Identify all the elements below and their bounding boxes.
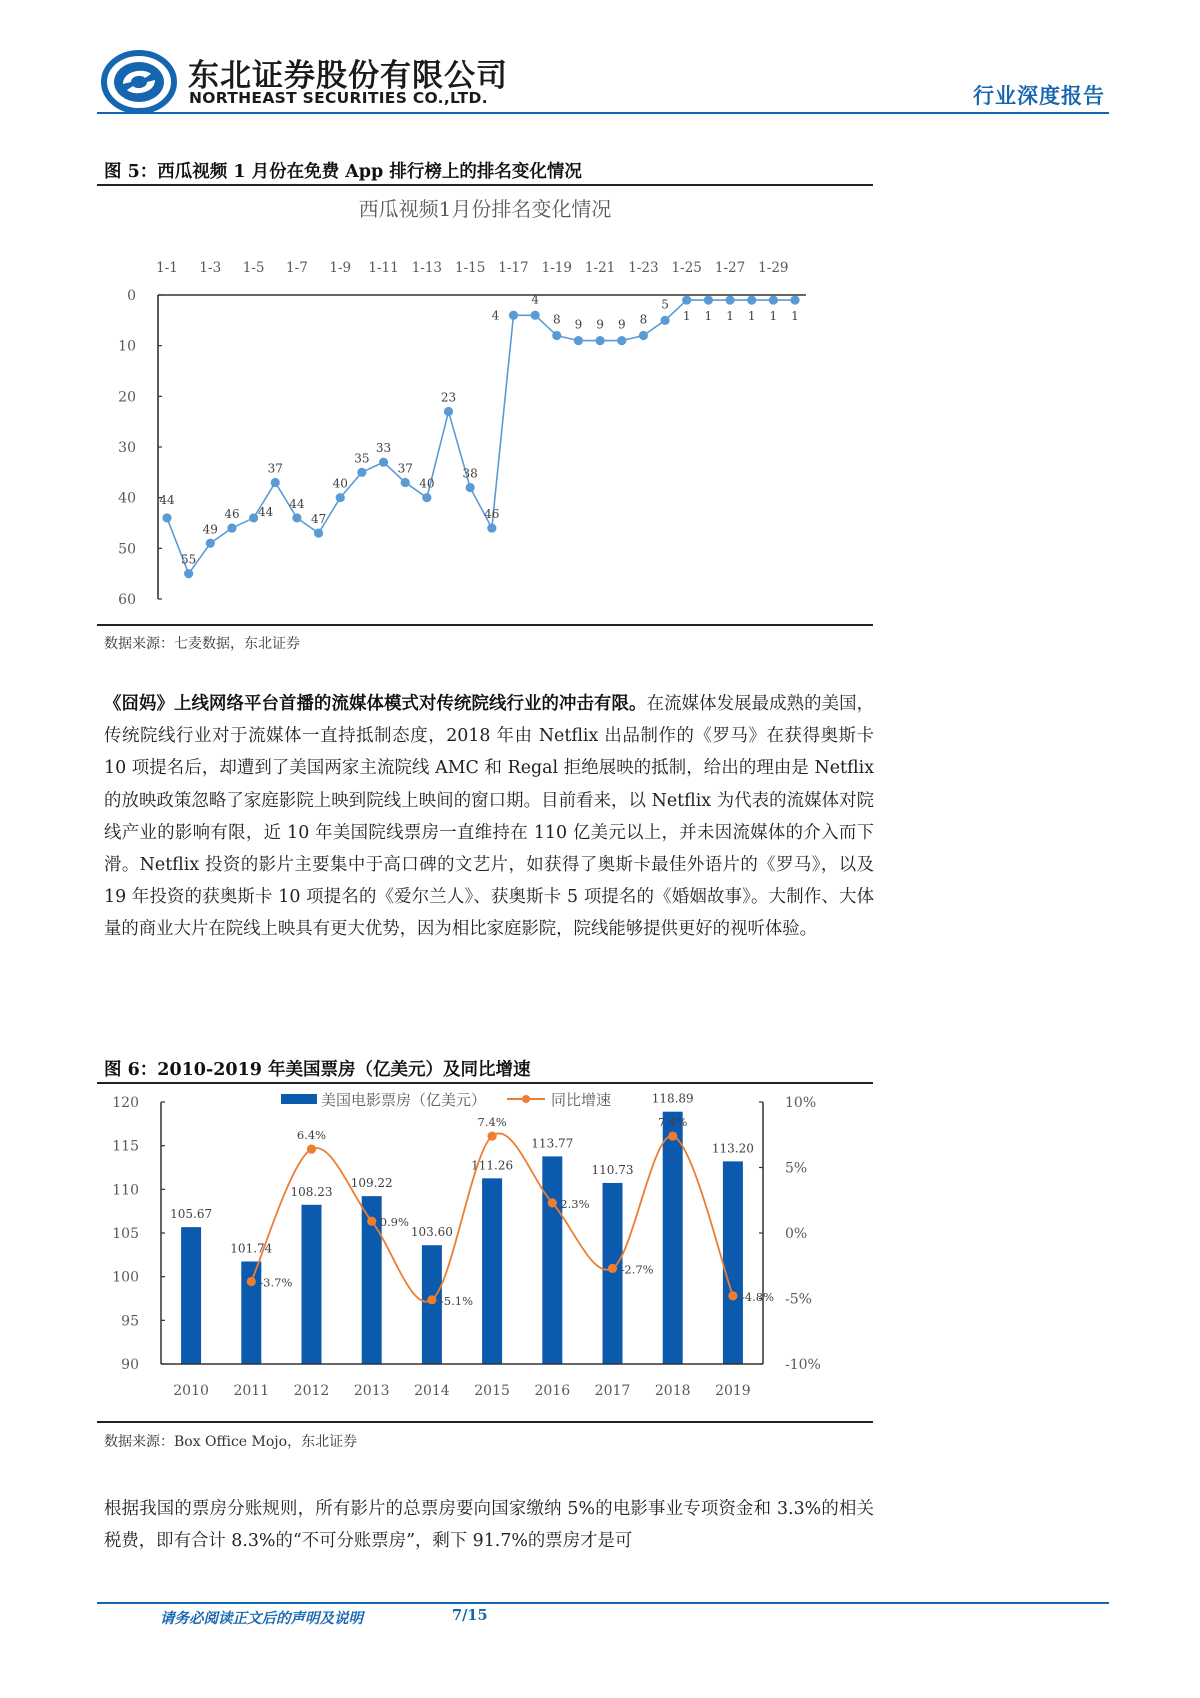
svg-text:2019: 2019 bbox=[715, 1383, 751, 1399]
svg-text:1-5: 1-5 bbox=[242, 260, 265, 276]
svg-text:113.20: 113.20 bbox=[711, 1141, 754, 1156]
svg-text:1: 1 bbox=[682, 309, 691, 324]
svg-text:40: 40 bbox=[118, 490, 136, 507]
svg-text:-4.8%: -4.8% bbox=[740, 1289, 775, 1304]
svg-text:-5.1%: -5.1% bbox=[439, 1293, 474, 1308]
svg-text:1: 1 bbox=[726, 309, 734, 324]
svg-text:2018: 2018 bbox=[654, 1383, 691, 1399]
svg-text:1-13: 1-13 bbox=[411, 260, 443, 276]
svg-text:60: 60 bbox=[118, 592, 136, 608]
figure5-chart bbox=[97, 186, 873, 622]
svg-text:23: 23 bbox=[440, 390, 457, 405]
svg-text:46: 46 bbox=[484, 507, 500, 522]
body-paragraph-1 bbox=[104, 688, 874, 946]
svg-text:95: 95 bbox=[121, 1313, 139, 1330]
svg-text:101.74: 101.74 bbox=[230, 1241, 273, 1256]
svg-text:111.26: 111.26 bbox=[471, 1158, 514, 1173]
svg-text:40: 40 bbox=[419, 476, 435, 491]
svg-text:1-25: 1-25 bbox=[671, 260, 702, 276]
svg-text:0: 0 bbox=[127, 288, 136, 304]
figure6-caption: 图 6：2010-2019 年美国票房（亿美元）及同比增速 bbox=[104, 1060, 531, 1080]
svg-text:1: 1 bbox=[747, 309, 756, 324]
figure6-bottom-rule bbox=[97, 1421, 873, 1423]
svg-text:1: 1 bbox=[769, 309, 778, 324]
svg-text:50: 50 bbox=[118, 541, 136, 558]
svg-text:1-7: 1-7 bbox=[286, 260, 308, 276]
footer-divider bbox=[97, 1602, 1109, 1604]
svg-text:9: 9 bbox=[574, 317, 583, 332]
svg-text:46: 46 bbox=[224, 507, 240, 522]
company-name-en: NORTHEAST SECURITIES CO.,LTD. bbox=[189, 89, 488, 107]
svg-text:0%: 0% bbox=[785, 1226, 808, 1242]
paragraph-body: 在流媒体发展最成熟的美国，传统院线行业对于流媒体一直持抵制态度，2018 年由 Netflix 出品制作的《罗马》在获得奥斯卡 10 项提名后，却遭到了美国两家主流院线 AMC 和 Regal 拒绝展映的抵制，给出的理由是 Netflix 的放映政策忽略了家庭影院上映到院线上映间的窗口期。目前看来，以 Netflix 为代表的流媒体对院线产业的影响有限，近 10 年美国院线票房一直维持在 110 亿美元以上，并未因流媒体的介入而下滑。Netflix 投资的影片主要集中于高口碑的文艺片，如获得了奥斯卡最佳外语片的《罗马》，以及 19 年投资的获奥斯卡 10 项提名的《爱尔兰人》、获奥斯卡 5 项提名的《婚姻故事》。大制作、大体量的商业大片在院线上映具有更大优势，因为相比家庭影院，院线能够提供更好的视听体验。 bbox=[104, 694, 874, 940]
page-number: 7/15 bbox=[452, 1607, 488, 1624]
svg-text:30: 30 bbox=[118, 440, 136, 456]
svg-text:2013: 2013 bbox=[353, 1383, 390, 1399]
svg-text:-10%: -10% bbox=[785, 1357, 821, 1373]
svg-text:10%: 10% bbox=[785, 1095, 817, 1111]
svg-text:110.73: 110.73 bbox=[591, 1162, 634, 1177]
svg-text:2015: 2015 bbox=[474, 1383, 510, 1399]
svg-text:105: 105 bbox=[112, 1226, 139, 1242]
svg-text:4: 4 bbox=[531, 292, 539, 307]
svg-text:2012: 2012 bbox=[293, 1383, 330, 1399]
svg-text:-2.7%: -2.7% bbox=[620, 1262, 654, 1277]
svg-text:1: 1 bbox=[791, 309, 799, 324]
svg-text:108.23: 108.23 bbox=[290, 1184, 333, 1199]
svg-text:5%: 5% bbox=[785, 1160, 808, 1177]
svg-text:-5%: -5% bbox=[785, 1291, 812, 1308]
svg-text:-3.7%: -3.7% bbox=[259, 1275, 293, 1290]
figure5-bottom-rule bbox=[97, 624, 873, 626]
svg-text:8: 8 bbox=[552, 312, 561, 327]
svg-text:7.4%: 7.4% bbox=[658, 1115, 688, 1130]
svg-text:105.67: 105.67 bbox=[170, 1207, 213, 1222]
svg-text:33: 33 bbox=[375, 441, 392, 456]
svg-text:9: 9 bbox=[596, 317, 604, 332]
figure6-source: 数据来源：Box Office Mojo，东北证券 bbox=[104, 1434, 358, 1450]
svg-text:2011: 2011 bbox=[233, 1383, 270, 1399]
svg-text:1-11: 1-11 bbox=[368, 260, 399, 276]
figure5-caption: 图 5：西瓜视频 1 月份在免费 App 排行榜上的排名变化情况 bbox=[104, 162, 582, 182]
svg-text:110: 110 bbox=[112, 1182, 139, 1199]
svg-text:55: 55 bbox=[181, 552, 197, 567]
svg-text:1-1: 1-1 bbox=[156, 260, 178, 276]
svg-text:37: 37 bbox=[267, 461, 283, 476]
svg-text:2017: 2017 bbox=[594, 1383, 631, 1399]
svg-text:44: 44 bbox=[289, 496, 305, 511]
svg-text:1-15: 1-15 bbox=[455, 260, 486, 276]
svg-text:1-21: 1-21 bbox=[584, 260, 616, 276]
svg-text:35: 35 bbox=[354, 451, 370, 466]
svg-text:美国电影票房（亿美元）: 美国电影票房（亿美元） bbox=[321, 1091, 487, 1109]
svg-text:120: 120 bbox=[112, 1095, 139, 1111]
svg-text:109.22: 109.22 bbox=[350, 1176, 393, 1191]
svg-text:2.3%: 2.3% bbox=[560, 1196, 590, 1211]
svg-text:44: 44 bbox=[159, 492, 175, 507]
svg-text:1-3: 1-3 bbox=[199, 260, 222, 276]
svg-text:0.9%: 0.9% bbox=[379, 1215, 409, 1230]
svg-text:1-23: 1-23 bbox=[628, 260, 659, 276]
svg-text:1-9: 1-9 bbox=[329, 260, 352, 276]
chart1-title: 西瓜视频1月份排名变化情况 bbox=[358, 197, 612, 221]
report-type-label: 行业深度报告 bbox=[973, 84, 1105, 108]
svg-text:113.77: 113.77 bbox=[531, 1136, 574, 1151]
svg-text:90: 90 bbox=[121, 1357, 139, 1373]
svg-text:5: 5 bbox=[661, 297, 669, 312]
svg-text:8: 8 bbox=[639, 312, 648, 327]
svg-text:38: 38 bbox=[462, 466, 478, 481]
svg-text:103.60: 103.60 bbox=[410, 1225, 453, 1240]
svg-text:40: 40 bbox=[332, 476, 348, 491]
figure5-source: 数据来源：七麦数据，东北证券 bbox=[104, 636, 300, 652]
svg-text:7.4%: 7.4% bbox=[477, 1115, 507, 1130]
company-name-cn: 东北证券股份有限公司 bbox=[188, 58, 508, 94]
svg-text:10: 10 bbox=[118, 338, 136, 355]
svg-text:2014: 2014 bbox=[414, 1383, 450, 1399]
svg-text:20: 20 bbox=[118, 389, 136, 406]
svg-text:49: 49 bbox=[202, 522, 218, 537]
paragraph-lead: 《囧妈》上线网络平台首播的流媒体模式对传统院线行业的冲击有限。 bbox=[104, 694, 647, 714]
company-logo-icon bbox=[101, 50, 177, 114]
svg-text:6.4%: 6.4% bbox=[296, 1128, 327, 1143]
svg-text:9: 9 bbox=[617, 317, 626, 332]
body-paragraph-2: 根据我国的票房分账规则，所有影片的总票房要向国家缴纳 5%的电影事业专项资金和 3.3%的相关税费，即有合计 8.3%的“不可分账票房”，剩下 91.7%的票房才是可 bbox=[104, 1499, 874, 1552]
svg-text:37: 37 bbox=[397, 461, 413, 476]
svg-text:1-19: 1-19 bbox=[541, 260, 572, 276]
svg-text:118.89: 118.89 bbox=[651, 1091, 694, 1106]
svg-text:同比增速: 同比增速 bbox=[551, 1091, 612, 1109]
svg-text:1-29: 1-29 bbox=[758, 260, 789, 276]
svg-text:115: 115 bbox=[112, 1138, 139, 1155]
svg-text:47: 47 bbox=[310, 512, 327, 527]
svg-text:2010: 2010 bbox=[173, 1383, 209, 1399]
svg-text:2016: 2016 bbox=[534, 1383, 571, 1399]
svg-text:1: 1 bbox=[704, 309, 713, 324]
header-divider bbox=[97, 112, 1109, 114]
svg-text:100: 100 bbox=[112, 1269, 139, 1286]
figure6-chart bbox=[97, 1084, 873, 1418]
svg-text:1-27: 1-27 bbox=[714, 260, 746, 276]
footer-disclaimer: 请务必阅读正文后的声明及说明 bbox=[160, 1611, 363, 1627]
svg-text:1-17: 1-17 bbox=[498, 260, 529, 276]
svg-text:4: 4 bbox=[491, 308, 500, 323]
svg-text:44: 44 bbox=[257, 504, 274, 519]
